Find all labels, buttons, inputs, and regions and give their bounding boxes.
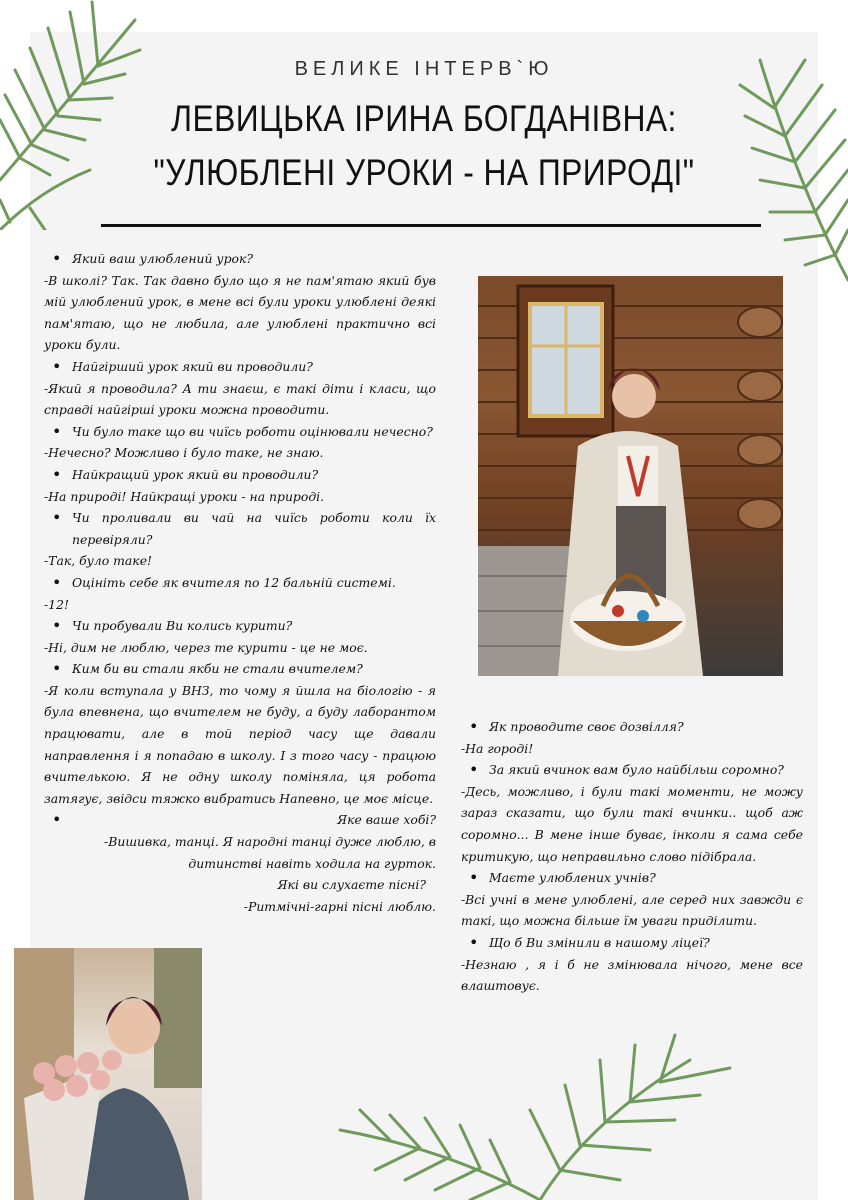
question: • Найгірший урок який ви проводили?	[44, 356, 436, 378]
answer: -Який я проводила? А ти знаєш, є такі діти і класи, що справді найгірші уроки можна проводити.	[44, 380, 436, 418]
page-title-line-2: "УЛЮБЛЕНІ УРОКИ - НА ПРИРОДІ"	[153, 152, 695, 193]
palm-leaf-bottom-right	[330, 1030, 760, 1200]
question: • Ким би ви стали якби не стали вчителем?	[44, 658, 436, 680]
question: • За який вчинок вам було найбільш соромно?	[461, 759, 803, 781]
answer: -Я коли вступала у ВНЗ, то чому я йшла на біологію - я була впевнена, що вчителем не буду, а буду лаборантом працювати, але в той період часу ще давали направлення і я попадаю в школу. І з того часу - працюю вчителькою. Я не одну школу поміняла, ця робота затягує, звідси тяжко вибратись Напевно, це моє місце.	[44, 682, 436, 806]
question: • Чи пробували Ви колись курити?	[44, 615, 436, 637]
question: • Чи було таке що ви чиїсь роботи оцінювали нечесно?	[44, 421, 436, 443]
answer: -Незнаю , я і б не змінювала нічого, мене все влаштовує.	[461, 956, 803, 994]
answer: -12!	[44, 596, 69, 612]
photo-teacher-with-flowers	[14, 948, 202, 1200]
question: • Маєте улюблених учнів?	[461, 867, 803, 889]
answer: -Нечесно? Можливо і було таке, не знаю.	[44, 445, 324, 461]
title-divider	[101, 224, 761, 227]
question: • Оцініть себе як вчителя по 12 бальній системі.	[44, 572, 436, 594]
question: • Що б Ви змінили в нашому ліцеї?	[461, 932, 803, 954]
interview-left-column	[44, 248, 436, 917]
answer: -В школі? Так. Так давно було що я не пам'ятаю який був мій улюблений урок, в мене всі були уроки улюблені деякі пам'ятаю, що не любила, але улюблені практично всі уроки були.	[44, 272, 436, 353]
answer: -На природі! Найкращі уроки - на природі.	[44, 488, 325, 504]
answer: -Всі учні в мене улюблені, але серед них завжди є такі, що можна більше їм уваги приділити.	[461, 891, 803, 929]
answer-songs: -Ритмічні-гарні пісні люблю.	[243, 898, 436, 914]
question-songs: Які ви слухаєте пісні?	[277, 877, 426, 893]
photo-teacher-with-basket	[478, 276, 783, 676]
question: • Який ваш улюблений урок?	[44, 248, 436, 270]
question: • Як проводите своє дозвілля?	[461, 716, 803, 738]
question-hobby: • Яке ваше хобі?	[44, 809, 436, 831]
answer: -Ні, дим не люблю, через те курити - це не моє.	[44, 639, 368, 655]
question: • Найкращий урок який ви проводили?	[44, 464, 436, 486]
answer-hobby: -Вишивка, танці. Я народні танці дуже люблю, в дитинстві навіть ходила на гурток.	[104, 834, 436, 871]
answer: -Десь, можливо, і були такі моменти, не можу зараз сказати, що були такі вчинки.. щоб аж соромно... В мене інше буває, інколи я сама себе критикую, що неправильно слово підібрала.	[461, 783, 803, 864]
kicker: ВЕЛИКЕ ІНТЕРВ`Ю	[294, 58, 554, 80]
page-title-line-1: ЛЕВИЦЬКА ІРИНА БОГДАНІВНА:	[171, 98, 677, 139]
question: • Чи проливали ви чай на чиїсь роботи коли їх перевіряли?	[44, 507, 436, 550]
answer: -На городі!	[461, 740, 534, 756]
interview-right-column	[461, 716, 803, 997]
answer: -Так, було таке!	[44, 553, 153, 569]
